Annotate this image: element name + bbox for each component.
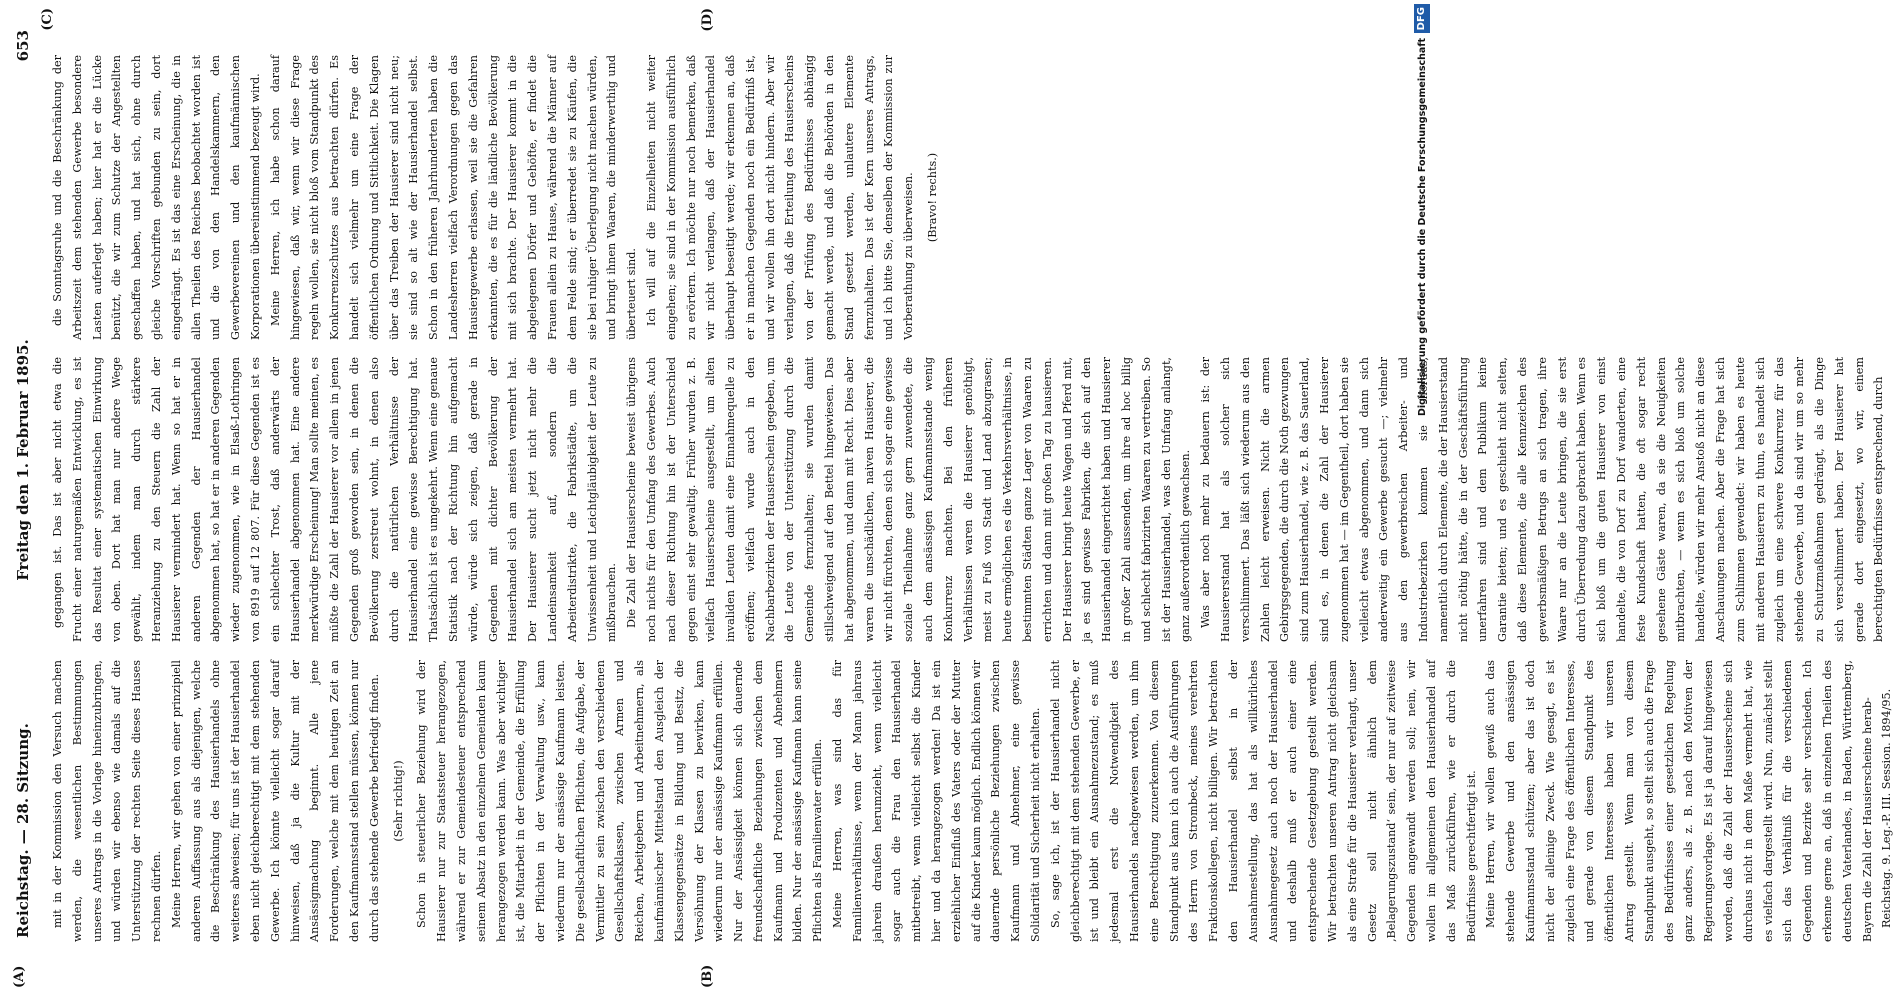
running-header-left: Reichstag. — 28. Sitzung.	[14, 723, 32, 938]
text-column-right	[48, 55, 1348, 340]
interjection: (Bravo! rechts.)	[926, 152, 940, 243]
interjection: (Sehr richtig!)	[391, 760, 405, 842]
text-column-left	[48, 660, 1894, 942]
paragraph: Die Zahl der Hausierscheine beweist übrigens noch nichts für den Umfang des Gewerbes. Auch nach dieser Richtung hin ist der Unterschied gegen einst sehr gewaltig. Früher wurden z. B. vielfach Hausierscheine ausgestellt, um alten invaliden Leuten damit eine Einnahmequelle zu eröffnen; vielfach wurde auch in den Nachbarbezirken der Hausierschein gegeben, um die Leute von der Unterstützung durch die Gemeinde fernzuhalten; sie wurden damit stillschweigend auf den Bettel hingewiesen. Das hat abgenommen, und dann mit Recht. Dies aber waren die unschädlichen, naiven Hausierer, die wir nicht fürchten, denen sich sogar eine gewisse soziale Theilnahme ganz gern zuwendete, die auch dem ansässigen Kaufmannsstande wenig Konkurrenz machten. Bei den früheren Verhältnissen waren die Hausierer genöthigt, meist zu Fuß von Stadt und Land abzugrasen; heute ermöglichen es die Verkehrsverhältnisse, in bestimmten Städten ganze Lager von Waaren zu errichten und dann mit großen Tag zu hausieren. Der Hausierer bringt heute Wagen und Pferd mit, ja es sind gewisse Fabriken, die sich auf den Hausierhandel eingerichtet haben und Hausierer in großer Zahl aussenden, um ihre ad hoc billig und schlecht fabrizirten Waaren zu vertreiben. So ist der Hausierhandel, was den Umfang anlangt, ganz außerordentlich gewachsen.	[625, 357, 1193, 642]
paragraph: Ich will auf die Einzelheiten nicht weiter eingehen; sie sind in der Kommission ausführlich zu erörtern. Ich möchte nur noch bemerken, daß wir nicht verlangen, daß der Hausierhandel überhaupt beseitigt werde; wir erkennen an, daß er in manchen Gegenden noch ein Bedürfniß ist, und wir wollen ihn dort nicht hindern. Aber wir verlangen, daß die Erteilung des Hausierscheins von der Prüfung des Bedürfnisses abhängig gemacht werde, und daß die Behörden in den Stand gesetzt werden, unlautere Elemente fernzuhalten. Das ist der Kern unseres Antrags, und ich bitte Sie, denselben der Kommission zur Vorberathung zu überweisen.	[644, 55, 916, 340]
paragraph: Was aber noch mehr zu bedauern ist: der Hausiererstand hat als solcher sich verschlimmert. Das läßt sich wiederum aus den Zahlen leicht erweisen. Nicht die armen Gebirgsgegenden, die durch die Noth gezwungen sind zum Hausierhandel, wie z. B. das Sauerland, sind es, in denen die Zahl der Hausierer zugenommen hat — im Gegentheil, dort haben sie vielleicht etwas abgenommen, und dann sich anderweitig ein Gewerbe gesucht —; vielmehr aus den gewerbreichen Arbeiter- und Industriebezirken kommen sie heraus, namentlich durch Elemente, die der Hausierstand nicht nöthig hätte, die in der Geschäftsführung unerfahren sind und dem Publikum keine Garantie bieten; und es geschieht nicht selten, daß diese Elemente, die alle Kennzeichen des gewerbsmäßigen Betrugs an sich tragen, ihre Waare nur an die Leute bringen, die sie erst durch Überredung dazu gebracht haben. Wenn es sich bloß um die guten Hausierer von einst handelte, die von Dorf zu Dorf wanderten, eine feste Kundschaft hatten, die oft sogar recht gesehene Gäste waren, da sie die Neuigkeiten mitbrachten, — wenn es sich bloß um solche handelte, würden wir mehr Anstoß nicht an diese Anschauungen machen. Aber die Frage hat sich zum Schlimmen gewendet: wir haben es heute mit anderen Hausierern zu thun, es handelt sich zugleich um eine schwere Konkurrenz für das stehende Gewerbe, und da sind wir um so mehr zu Schutzmaßnahmen gedrängt, als die Dinge sich verschlimmert haben. Der Hausierer hat gerade dort eingesetzt, wo wir, einem berechtigten Bedürfnisse entsprechend, durch	[1199, 357, 1886, 642]
text-column-middle	[48, 357, 1886, 642]
margin-mark-c: (C)	[40, 8, 55, 31]
paragraph: Meine Herren, ich habe schon darauf hingewiesen, daß wir, wenn wir diese Frage regeln wollen, sie nicht bloß vom Standpunkt des Konkurrenzschutzes aus betrachten dürfen. Es handelt sich vielmehr um eine Frage der öffentlichen Ordnung und Sittlichkeit. Die Klagen über das Treiben der Hausierer sind nicht neu; sie sind so alt wie der Hausierhandel selbst. Schon in den früheren Jahrhunderten haben die Landesherren vielfach Verordnungen gegen das Hausiergewerbe erlassen, weil sie die Gefahren erkannten, die es für die ländliche Bevölkerung mit sich brachte. Der Hausierer kommt in die abgelegenen Dörfer und Gehöfte, er findet die Frauen allein zu Hause, während die Männer auf dem Felde sind; er überredet sie zu Käufen, die sie bei ruhiger Überlegung nicht machen würden, und bringt ihnen Waaren, die minderwerthig und überteuert sind.	[268, 55, 639, 340]
page-number: 653	[14, 30, 32, 62]
paragraph: Meine Herren, was sind das für Familienverhältnisse, wenn der Mann jahraus jahrein draußen herumzieht, wenn vielleicht sogar auch die Frau den Hausierhandel mitbetreibt, wenn vielleicht selbst die Kinder hier und da herangezogen werden! Da ist ein erziehlicher Einfluß des Vaters oder der Mutter auf die Kinder kaum möglich. Endlich können wir dauernde persönliche Beziehungen zwischen Kaufmann und Abnehmer, eine gewisse Solidarität und Sicherheit nicht erhalten.	[831, 660, 1043, 942]
digitization-note: Digitalisierung gefördert durch die Deutsche Forschungsgemeinschaft	[1417, 38, 1428, 416]
paragraph: mit in der Kommission den Versuch machen werden, die wesentlichen Bestimmungen unseres Antrags in die Vorlage hineinzubringen, und würden wir ebenso wie damals auf die Unterstützung der rechten Seite dieses Hauses rechnen dürfen.	[51, 660, 163, 942]
margin-mark-a: (A)	[12, 965, 27, 988]
paragraph: gegangen ist. Das ist aber nicht etwa die Frucht einer naturgemäßen Entwicklung, es ist das Resultat einer systematischen Einwirkung von oben. Dort hat man nur andere Wege gewählt, indem man durch stärkere Heranziehung zu den Steuern die Zahl der Hausierer vermindert hat. Wenn so hat er in anderen Gegenden der Hausierhandel abgenommen hat, so hat er in anderen Gegenden wieder zugenommen, wie in Elsaß-Lothringen von 8919 auf 12 807. Für diese Gegenden ist es ein schlechter Trost, daß anderwärts der Hausierhandel abgenommen hat. Eine andere merkwürdige Erscheinung! Man sollte meinen, es müßte die Zahl der Hausierer vor allem in jenen Gegenden groß geworden sein, in denen die Bevölkerung zerstreut wohnt, in denen also durch die natürlichen Verhältnisse der Hausierhandel eine gewisse Berechtigung hat. Thatsächlich ist es umgekehrt. Wenn eine genaue Statistik nach der Richtung hin aufgemacht würde, würde sich zeigen, daß gerade in Gegenden mit dichter Bevölkerung der Hausierhandel sich am meisten vermehrt hat. Der Hausierer sucht jetzt nicht mehr die Landeinsamkeit auf, sondern die Arbeiterdistrikte, die Fabrikstädte, um die Unwissenheit und Leichtgläubigkeit der Leute zu mißbrauchen.	[51, 357, 619, 642]
running-header-date: Freitag den 1. Februar 1895.	[14, 339, 32, 581]
paragraph: Meine Herren, wir gehen von einer prinzipiell anderen Auffassung aus als diejenigen, welche die Beschränkung des Hausierhandels ohne weiteres abweisen; für uns ist der Hausierhandel eben nicht gleichberechtigt mit dem stehenden Gewerbe. Ich könnte vielleicht sogar darauf hinweisen, daß ja die Kultur mit der Ansässigmachung beginnt. Alle jene Forderungen, welche mit dem heutigen Zeit an den Kaufmannsstand stellen müssen, können nur durch das stehende Gewerbe befriedigt finden.	[169, 660, 381, 942]
paragraph: die Sonntagsruhe und die Beschränkung der Arbeitszeit dem stehenden Gewerbe besondere Lasten auferlegt haben; hier hat er die Lücke benützt, die wir zum Schutze der Angestellten geschaffen haben, und hat sich, ohne durch gleiche Vorschriften gebunden zu sein, dort eingedrängt. Es ist das eine Erscheinung, die in allen Theilen des Reiches beobachtet worden ist und die von den Handelskammern, den Gewerbevereinen und den kaufmännischen Korporationen übereinstimmend bezeugt wird.	[51, 55, 262, 340]
paragraph: Meine Herren, wir wollen gewiß auch das stehende Gewerbe und den ansässigen Kaufmannsstand schützen; aber das ist doch nicht der alleinige Zweck. Wie gesagt, es ist zugleich eine Frage des öffentlichen Interesses, und gerade von diesem Standpunkt des öffentlichen Interesses haben wir unseren Antrag gestellt. Wenn man von diesem Standpunkt ausgeht, so stellt sich auch die Frage des Bedürfnisses einer gesetzlichen Regelung ganz anders, als z. B. nach den Motiven der Regierungsvorlage. Es ist ja darauf hingewiesen worden, daß die Zahl der Hausierscheine sich durchaus nicht in dem Maße vermehrt hat, wie es vielfach dargestellt wird. Nun, zunächst stellt sich das Verhältniß für die verschiedenen Gegenden und Bezirke sehr verschieden. Ich erkenne gerne an, daß in einzelnen Theilen des deutschen Vaterlandes, in Baden, Württemberg, Bayern die Zahl der Hausierscheine herab-	[1484, 660, 1874, 942]
margin-mark-d: (D)	[700, 8, 715, 32]
margin-mark-b: (B)	[700, 964, 715, 988]
column-footer: Reichstag. 9. Leg.-P. III. Session. 1894/95.	[1880, 688, 1894, 928]
paragraph: So, sage ich, ist der Hausierhandel nicht gleichberechtigt mit dem stehenden Gewerbe, er ist und bleibt ein Ausnahmezustand; es muß jedesmal erst die Notwendigkeit des Hausierhandels nachgewiesen werden, um ihm eine Berechtigung zuzuerkennen. Von diesem Standpunkt aus kann ich auch die Ausführungen des Herrn von Strombeck, meines verehrten Fraktionskollegen, nicht billigen. Wir betrachten den Hausierhandel selbst in der Ausnahmestellung, das hat als willkürliches Ausnahmegesetz auch noch der Hausierhandel und deshalb muß er auch einer eine entsprechende Gesetzgebung gestellt werden. Wir betrachten unseren Antrag nicht gleichsam als eine Strafe für die Hausierer verlangt, unser Gesetz soll nicht ähnlich dem ‚Belagerungszustand‘ sein, der nur auf zeitweise Gegenden angewandt werden soll; nein, wir wollen im allgemeinen den Hausierhandel auf das Maß zurückführen, wie er durch die Bedürfnisse gerechtfertigt ist.	[1048, 660, 1478, 942]
dfg-logo: DFG	[1414, 4, 1430, 33]
paragraph: Schon in steuerlicher Beziehung wird der Hausierer nur zur Staatssteuer herangezogen, während er zur Gemeindesteuer entsprechend seinem Absatz in den einzelnen Gemeinden kaum herangezogen werden kann. Was aber wichtiger ist, die Mitarbeit in der Gemeinde, die Erfüllung der Pflichten in der Verwaltung usw., kann wiederum nur der ansässige Kaufmann leisten. Die gesellschaftlichen Pflichten, die Aufgabe, der Vermittler zu sein zwischen den verschiedenen Gesellschaftsklassen, zwischen Armen und Reichen, Arbeitgebern und Arbeitnehmern, als kaufmännischer Mittelstand den Ausgleich der Klassengegensätze in Bildung und Besitz, die Versöhnung der Klassen zu bewirken, kann wiederum nur der ansässige Kaufmann erfüllen. Nur der Ansässigkeit können sich dauernde freundschaftliche Beziehungen zwischen dem Kaufmann und Produzenten und Abnehmern bilden. Nur der ansässige Kaufmann kann seine Pflichten als Familienvater erfüllen.	[415, 660, 825, 942]
